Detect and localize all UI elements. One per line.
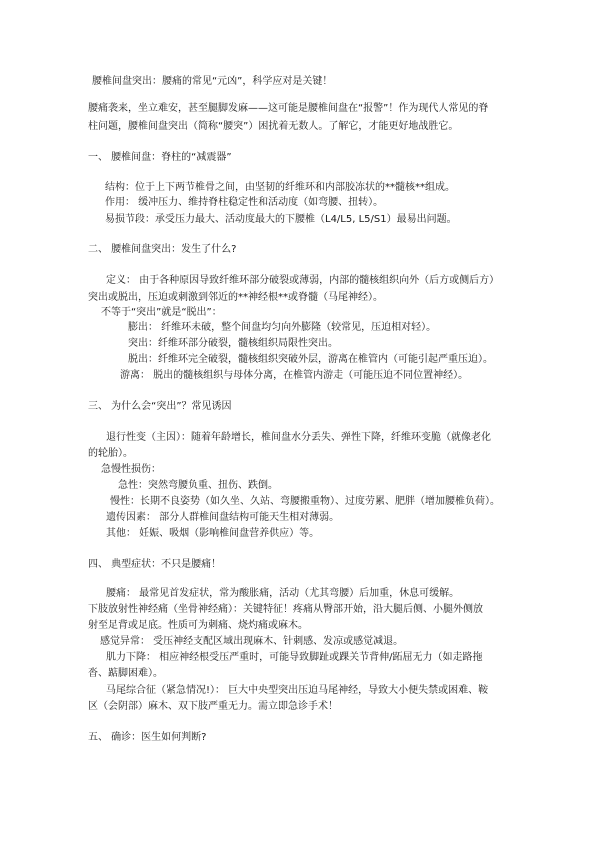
s4-sciatica-1: 下肢放射性神经痛（坐骨神经痛）：关键特征！疼痛从臀部开始，沿大腿后侧、小腿外侧放 — [88, 604, 483, 615]
s2-definition-2: 突出或脱出，压迫或刺激到邻近的**神经根**或脊髓（马尾神经）。 — [88, 292, 383, 303]
s1-segments: 易损节段：承受压力最大、活动度最大的下腰椎（L4/L5, L5/S1）最易出问题。 — [105, 214, 457, 225]
s2-extrusion: 脱出：纤维环完全破裂，髓核组织突破外层，游离在椎管内（可能引起严重压迫）。 — [128, 354, 493, 365]
s3-injury: 急慢性损伤： — [101, 464, 161, 475]
s3-degeneration-1: 退行性变（主因）：随着年龄增长，椎间盘水分丢失、弹性下降，纤维环变脆（就像老化 — [106, 432, 491, 443]
s4-sensory: 感觉异常： 受压神经支配区域出现麻木、针刺感、发凉或感觉减退。 — [100, 636, 404, 647]
section-2-heading: 二、 腰椎间盘突出：发生了什么? — [88, 244, 237, 255]
s1-function: 作用： 缓冲压力、维持脊柱稳定性和活动度（如弯腰、扭转）。 — [105, 197, 384, 208]
section-5-heading: 五、 确诊：医生如何判断? — [88, 732, 207, 743]
s4-cauda-equina-2: 区（会阴部）麻木、双下肢严重无力。需立即急诊手术！ — [88, 701, 338, 712]
doc-title: 腰椎间盘突出：腰痛的常见“元凶”，科学应对是关键！ — [92, 76, 333, 87]
s2-sequestration: 游离： 脱出的髓核组织与母体分离，在椎管内游走（可能压迫不同位置神经）。 — [120, 370, 469, 381]
s3-acute: 急性：突然弯腰负重、扭伤、跌倒。 — [118, 480, 278, 491]
s2-not-equal: 不等于“突出”就是“脱出”： — [101, 307, 222, 318]
section-4-heading: 四、 典型症状：不只是腰痛！ — [88, 559, 222, 570]
s4-cauda-equina-1: 马尾综合征（紧急情况!）： 巨大中央型突出压迫马尾神经，导致大小便失禁或困难、鞍 — [106, 685, 489, 696]
s2-protrusion: 突出：纤维环部分破裂，髓核组织局限性突出。 — [128, 338, 338, 349]
s4-sciatica-2: 射至足背或足底。性质可为刺痛、烧灼痛或麻木。 — [88, 620, 308, 631]
section-1-heading: 一、 腰椎间盘：脊柱的“减震器” — [88, 152, 232, 163]
s1-structure: 结构：位于上下两节椎骨之间，由坚韧的纤维环和内部胶冻状的**髓核**组成。 — [105, 182, 455, 193]
s3-other: 其他： 妊娠、吸烟（影响椎间盘营养供应）等。 — [106, 528, 320, 539]
s4-weakness-1: 肌力下降： 相应神经根受压严重时，可能导致脚趾或踝关节背伸/跖屈无力（如走路拖 — [106, 652, 483, 663]
intro-line-1: 腰痛袭来，坐立难安，甚至腿脚发麻——这可能是腰椎间盘在“报警”！作为现代人常见的脊 — [88, 103, 489, 114]
intro-line-2: 柱问题，腰椎间盘突出（简称“腰突”）困扰着无数人。了解它，才能更好地战胜它。 — [88, 121, 459, 132]
s3-chronic: 慢性：长期不良姿势（如久坐、久站、弯腰搬重物）、过度劳累、肥胖（增加腰椎负荷）。 — [110, 496, 500, 507]
s2-definition-1: 定义： 由于各种原因导致纤维环部分破裂或薄弱，内部的髓核组织向外（后方或侧后方） — [106, 275, 500, 286]
s3-genetic: 遗传因素： 部分人群椎间盘结构可能天生相对薄弱。 — [106, 512, 340, 523]
section-3-heading: 三、 为什么会“突出”？常见诱因 — [88, 401, 232, 412]
s2-bulge: 膨出： 纤维环未破，整个间盘均匀向外膨隆（较常见，压迫相对轻）。 — [128, 322, 437, 333]
s4-weakness-2: 沓、踮脚困难）。 — [88, 668, 163, 679]
s3-degeneration-2: 的轮胎）。 — [88, 448, 133, 459]
s4-back-pain: 腰痛： 最常见首发症状，常为酸胀痛，活动（尤其弯腰）后加重，休息可缓解。 — [106, 588, 460, 599]
